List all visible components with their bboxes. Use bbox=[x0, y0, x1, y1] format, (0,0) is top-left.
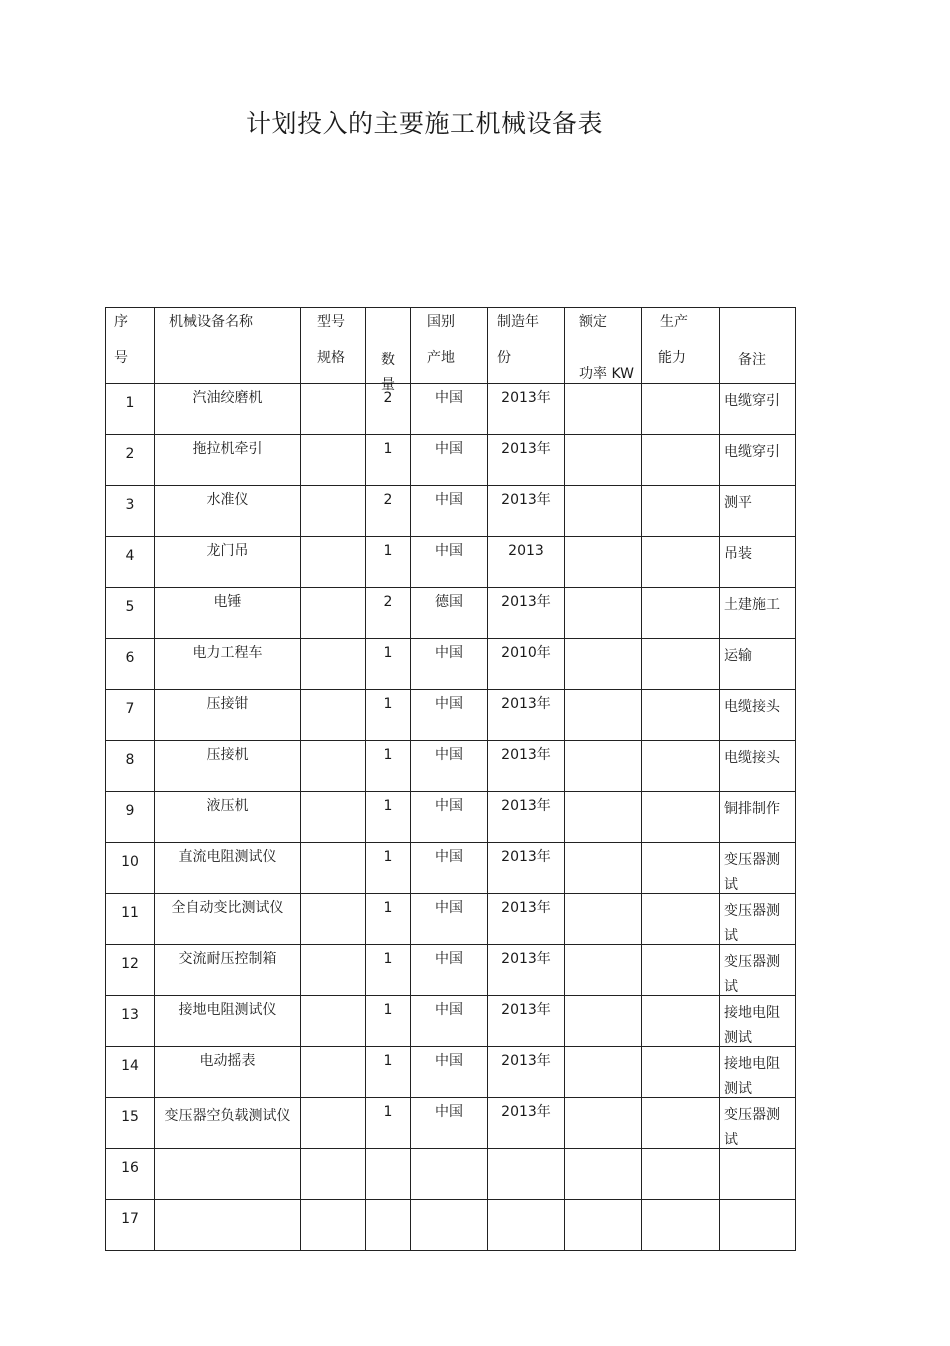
header-year-line1: 制造年 bbox=[497, 314, 539, 330]
remark: 土建施工 bbox=[724, 597, 780, 613]
cell-remark bbox=[720, 1149, 796, 1200]
cell-power bbox=[565, 792, 642, 843]
remark: 吊装 bbox=[724, 546, 752, 562]
cell-power bbox=[565, 1047, 642, 1098]
remark: 电缆接头 bbox=[724, 750, 780, 766]
equipment-origin: 中国 bbox=[435, 1002, 463, 1018]
cell-capacity bbox=[642, 1149, 720, 1200]
cell-origin bbox=[411, 537, 488, 588]
header-power-line2: 功率 KW bbox=[579, 366, 634, 382]
cell-model bbox=[301, 1149, 366, 1200]
cell-remark bbox=[720, 843, 796, 894]
cell-year bbox=[488, 1149, 565, 1200]
cell-capacity bbox=[642, 843, 720, 894]
cell-no bbox=[106, 537, 155, 588]
cell-year bbox=[488, 1047, 565, 1098]
row-number: 15 bbox=[121, 1109, 139, 1125]
equipment-qty: 1 bbox=[383, 900, 393, 916]
cell-power bbox=[565, 996, 642, 1047]
cell-capacity bbox=[642, 1200, 720, 1251]
cell-no bbox=[106, 486, 155, 537]
cell-remark bbox=[720, 792, 796, 843]
equipment-qty: 1 bbox=[383, 1053, 393, 1069]
header-origin-line2: 产地 bbox=[427, 350, 455, 366]
cell-name bbox=[155, 1200, 301, 1251]
equipment-qty: 2 bbox=[383, 594, 393, 610]
table-row bbox=[106, 1149, 796, 1200]
header-model bbox=[301, 308, 366, 384]
cell-qty bbox=[366, 741, 411, 792]
cell-power bbox=[565, 690, 642, 741]
table-row bbox=[106, 843, 796, 894]
cell-model bbox=[301, 894, 366, 945]
remark: 测平 bbox=[724, 495, 752, 511]
row-number: 6 bbox=[125, 650, 135, 666]
equipment-origin: 中国 bbox=[435, 645, 463, 661]
equipment-origin: 中国 bbox=[435, 543, 463, 559]
header-origin-line1: 国别 bbox=[427, 314, 455, 330]
table-row bbox=[106, 639, 796, 690]
cell-capacity bbox=[642, 639, 720, 690]
cell-origin bbox=[411, 1149, 488, 1200]
header-seq-line1: 序 bbox=[114, 314, 128, 330]
cell-year bbox=[488, 741, 565, 792]
cell-model bbox=[301, 435, 366, 486]
cell-year bbox=[488, 792, 565, 843]
remark: 铜排制作 bbox=[724, 801, 780, 817]
header-power-line1: 额定 bbox=[579, 314, 607, 330]
manufacture-year: 2013年 bbox=[501, 951, 551, 967]
cell-capacity bbox=[642, 384, 720, 435]
remark: 电缆接头 bbox=[724, 699, 780, 715]
cell-model bbox=[301, 945, 366, 996]
table-row bbox=[106, 690, 796, 741]
equipment-name: 电力工程车 bbox=[192, 645, 263, 661]
table-row bbox=[106, 894, 796, 945]
cell-model bbox=[301, 996, 366, 1047]
manufacture-year: 2013年 bbox=[501, 594, 551, 610]
remark: 接地电阻测试 bbox=[724, 1005, 780, 1046]
table-row bbox=[106, 945, 796, 996]
cell-no bbox=[106, 384, 155, 435]
manufacture-year: 2013年 bbox=[501, 1002, 551, 1018]
cell-no bbox=[106, 945, 155, 996]
header-qty bbox=[366, 308, 411, 393]
equipment-origin: 中国 bbox=[435, 441, 463, 457]
equipment-qty: 1 bbox=[383, 798, 393, 814]
header-qty-line2: 量 bbox=[381, 377, 395, 393]
manufacture-year: 2013年 bbox=[501, 1053, 551, 1069]
equipment-origin: 中国 bbox=[435, 390, 463, 406]
cell-model bbox=[301, 384, 366, 435]
header-power bbox=[565, 308, 642, 384]
remark: 电缆穿引 bbox=[724, 393, 780, 409]
header-year-line2: 份 bbox=[497, 350, 511, 366]
equipment-origin: 中国 bbox=[435, 849, 463, 865]
row-number: 8 bbox=[125, 752, 135, 768]
row-number: 16 bbox=[121, 1160, 139, 1176]
cell-year bbox=[488, 384, 565, 435]
equipment-name: 液压机 bbox=[206, 798, 249, 814]
cell-no bbox=[106, 639, 155, 690]
table-row bbox=[106, 588, 796, 639]
equipment-origin: 中国 bbox=[435, 798, 463, 814]
row-number: 13 bbox=[121, 1007, 139, 1023]
cell-no bbox=[106, 996, 155, 1047]
manufacture-year: 2010年 bbox=[501, 645, 551, 661]
manufacture-year: 2013年 bbox=[501, 441, 551, 457]
table-row bbox=[106, 1098, 796, 1149]
equipment-name: 电动摇表 bbox=[199, 1053, 256, 1069]
cell-model bbox=[301, 1200, 366, 1251]
row-number: 9 bbox=[125, 803, 135, 819]
cell-qty bbox=[366, 435, 411, 486]
equipment-qty: 1 bbox=[383, 441, 393, 457]
cell-qty bbox=[366, 537, 411, 588]
equipment-name: 水准仪 bbox=[206, 492, 249, 508]
cell-qty bbox=[366, 690, 411, 741]
cell-remark bbox=[720, 537, 796, 588]
cell-name bbox=[155, 690, 301, 741]
cell-no bbox=[106, 1047, 155, 1098]
equipment-name: 交流耐压控制箱 bbox=[178, 951, 277, 967]
row-number: 7 bbox=[125, 701, 135, 717]
remark: 接地电阻测试 bbox=[724, 1056, 780, 1097]
cell-remark bbox=[720, 1200, 796, 1251]
equipment-qty: 1 bbox=[383, 543, 393, 559]
cell-capacity bbox=[642, 588, 720, 639]
equipment-name: 拖拉机牵引 bbox=[192, 441, 263, 457]
cell-no bbox=[106, 1098, 155, 1149]
cell-qty bbox=[366, 1047, 411, 1098]
remark: 变压器测试 bbox=[724, 1107, 780, 1148]
cell-no bbox=[106, 1149, 155, 1200]
cell-no bbox=[106, 1200, 155, 1251]
equipment-table bbox=[105, 307, 796, 1251]
cell-year bbox=[488, 435, 565, 486]
cell-qty bbox=[366, 945, 411, 996]
cell-remark bbox=[720, 741, 796, 792]
equipment-origin: 中国 bbox=[435, 900, 463, 916]
table-header-row bbox=[106, 308, 796, 384]
cell-year bbox=[488, 945, 565, 996]
equipment-qty: 1 bbox=[383, 1104, 393, 1120]
cell-qty bbox=[366, 792, 411, 843]
cell-qty bbox=[366, 894, 411, 945]
remark: 变压器测试 bbox=[724, 954, 780, 995]
manufacture-year: 2013 bbox=[508, 543, 544, 559]
equipment-qty: 1 bbox=[383, 1002, 393, 1018]
table-row bbox=[106, 1047, 796, 1098]
cell-origin bbox=[411, 435, 488, 486]
equipment-name: 压接钳 bbox=[206, 696, 249, 712]
cell-name bbox=[155, 1098, 301, 1149]
manufacture-year: 2013年 bbox=[501, 390, 551, 406]
manufacture-year: 2013年 bbox=[501, 849, 551, 865]
cell-model bbox=[301, 792, 366, 843]
cell-remark bbox=[720, 486, 796, 537]
equipment-qty: 1 bbox=[383, 696, 393, 712]
cell-year bbox=[488, 486, 565, 537]
cell-remark bbox=[720, 435, 796, 486]
row-number: 14 bbox=[121, 1058, 139, 1074]
cell-year bbox=[488, 1098, 565, 1149]
cell-capacity bbox=[642, 435, 720, 486]
cell-no bbox=[106, 843, 155, 894]
cell-remark bbox=[720, 588, 796, 639]
cell-power bbox=[565, 741, 642, 792]
header-name bbox=[155, 308, 301, 384]
cell-power bbox=[565, 1098, 642, 1149]
cell-remark bbox=[720, 639, 796, 690]
table-row bbox=[106, 486, 796, 537]
table-row bbox=[106, 792, 796, 843]
cell-no bbox=[106, 792, 155, 843]
remark: 变压器测试 bbox=[724, 852, 780, 893]
cell-power bbox=[565, 1149, 642, 1200]
cell-year bbox=[488, 996, 565, 1047]
cell-qty bbox=[366, 384, 411, 435]
cell-power bbox=[565, 435, 642, 486]
row-number: 12 bbox=[121, 956, 139, 972]
cell-name bbox=[155, 435, 301, 486]
remark: 运输 bbox=[724, 648, 752, 664]
row-number: 2 bbox=[125, 446, 135, 462]
cell-no bbox=[106, 894, 155, 945]
cell-remark bbox=[720, 690, 796, 741]
cell-model bbox=[301, 843, 366, 894]
cell-origin bbox=[411, 384, 488, 435]
cell-name bbox=[155, 996, 301, 1047]
header-qty-line1: 数 bbox=[381, 352, 395, 368]
header-capacity-line2: 能力 bbox=[658, 350, 686, 366]
equipment-name: 全自动变比测试仪 bbox=[171, 900, 284, 916]
row-number: 5 bbox=[125, 599, 135, 615]
manufacture-year: 2013年 bbox=[501, 696, 551, 712]
equipment-name: 电锤 bbox=[213, 594, 242, 610]
cell-model bbox=[301, 639, 366, 690]
equipment-name: 变压器空负载测试仪 bbox=[164, 1108, 291, 1124]
manufacture-year: 2013年 bbox=[501, 747, 551, 763]
cell-qty bbox=[366, 588, 411, 639]
cell-origin bbox=[411, 486, 488, 537]
equipment-qty: 1 bbox=[383, 951, 393, 967]
cell-power bbox=[565, 1200, 642, 1251]
cell-name bbox=[155, 843, 301, 894]
cell-qty bbox=[366, 639, 411, 690]
remark: 变压器测试 bbox=[724, 903, 780, 944]
header-remark-label: 备注 bbox=[738, 352, 766, 368]
remark: 电缆穿引 bbox=[724, 444, 780, 460]
cell-power bbox=[565, 894, 642, 945]
cell-name bbox=[155, 537, 301, 588]
cell-power bbox=[565, 537, 642, 588]
equipment-qty: 1 bbox=[383, 645, 393, 661]
cell-model bbox=[301, 588, 366, 639]
equipment-qty: 2 bbox=[383, 492, 393, 508]
equipment-origin: 中国 bbox=[435, 492, 463, 508]
cell-capacity bbox=[642, 1098, 720, 1149]
page-title: 计划投入的主要施工机械设备表 bbox=[246, 109, 604, 138]
header-model-line1: 型号 bbox=[317, 314, 345, 330]
cell-power bbox=[565, 486, 642, 537]
cell-remark bbox=[720, 894, 796, 945]
cell-year bbox=[488, 894, 565, 945]
header-seq-line2: 号 bbox=[114, 350, 128, 366]
cell-name bbox=[155, 1149, 301, 1200]
cell-origin bbox=[411, 996, 488, 1047]
cell-capacity bbox=[642, 792, 720, 843]
cell-origin bbox=[411, 843, 488, 894]
cell-year bbox=[488, 690, 565, 741]
equipment-origin: 中国 bbox=[435, 696, 463, 712]
cell-qty bbox=[366, 486, 411, 537]
cell-power bbox=[565, 639, 642, 690]
cell-name bbox=[155, 486, 301, 537]
equipment-origin: 中国 bbox=[435, 1104, 463, 1120]
row-number: 1 bbox=[125, 395, 135, 411]
cell-origin bbox=[411, 1047, 488, 1098]
equipment-name: 接地电阻测试仪 bbox=[178, 1002, 277, 1018]
equipment-origin: 中国 bbox=[435, 951, 463, 967]
table-row bbox=[106, 1200, 796, 1251]
cell-qty bbox=[366, 843, 411, 894]
equipment-origin: 德国 bbox=[435, 594, 463, 610]
equipment-qty: 1 bbox=[383, 747, 393, 763]
table-row bbox=[106, 741, 796, 792]
equipment-name: 龙门吊 bbox=[206, 543, 249, 559]
cell-capacity bbox=[642, 690, 720, 741]
cell-no bbox=[106, 741, 155, 792]
row-number: 4 bbox=[125, 548, 135, 564]
equipment-origin: 中国 bbox=[435, 1053, 463, 1069]
cell-name bbox=[155, 384, 301, 435]
header-name-label: 机械设备名称 bbox=[169, 314, 253, 330]
table-row bbox=[106, 435, 796, 486]
cell-name bbox=[155, 741, 301, 792]
cell-no bbox=[106, 435, 155, 486]
manufacture-year: 2013年 bbox=[501, 492, 551, 508]
equipment-qty: 1 bbox=[383, 849, 393, 865]
cell-origin bbox=[411, 1098, 488, 1149]
equipment-qty: 2 bbox=[383, 390, 393, 406]
cell-no bbox=[106, 690, 155, 741]
header-capacity-line1: 生产 bbox=[660, 314, 688, 330]
cell-qty bbox=[366, 1098, 411, 1149]
cell-power bbox=[565, 384, 642, 435]
cell-name bbox=[155, 639, 301, 690]
cell-remark bbox=[720, 1098, 796, 1149]
cell-model bbox=[301, 486, 366, 537]
cell-origin bbox=[411, 945, 488, 996]
row-number: 17 bbox=[121, 1211, 139, 1227]
cell-name bbox=[155, 588, 301, 639]
cell-model bbox=[301, 741, 366, 792]
cell-capacity bbox=[642, 894, 720, 945]
cell-name bbox=[155, 1047, 301, 1098]
cell-model bbox=[301, 1047, 366, 1098]
cell-capacity bbox=[642, 537, 720, 588]
cell-origin bbox=[411, 792, 488, 843]
header-model-line2: 规格 bbox=[317, 350, 345, 366]
cell-year bbox=[488, 537, 565, 588]
cell-qty bbox=[366, 996, 411, 1047]
manufacture-year: 2013年 bbox=[501, 1104, 551, 1120]
cell-model bbox=[301, 690, 366, 741]
cell-capacity bbox=[642, 945, 720, 996]
cell-capacity bbox=[642, 996, 720, 1047]
manufacture-year: 2013年 bbox=[501, 798, 551, 814]
cell-year bbox=[488, 1200, 565, 1251]
manufacture-year: 2013年 bbox=[501, 900, 551, 916]
equipment-origin: 中国 bbox=[435, 747, 463, 763]
cell-name bbox=[155, 894, 301, 945]
table-row bbox=[106, 537, 796, 588]
equipment-name: 汽油绞磨机 bbox=[192, 390, 263, 406]
table-row bbox=[106, 384, 796, 435]
cell-capacity bbox=[642, 741, 720, 792]
cell-capacity bbox=[642, 1047, 720, 1098]
header-capacity bbox=[642, 308, 720, 384]
cell-origin bbox=[411, 894, 488, 945]
header-origin bbox=[411, 308, 488, 384]
cell-model bbox=[301, 1098, 366, 1149]
cell-year bbox=[488, 843, 565, 894]
row-number: 10 bbox=[121, 854, 139, 870]
cell-power bbox=[565, 843, 642, 894]
cell-year bbox=[488, 588, 565, 639]
cell-power bbox=[565, 945, 642, 996]
cell-origin bbox=[411, 1200, 488, 1251]
table-row bbox=[106, 996, 796, 1047]
header-remark bbox=[720, 308, 796, 384]
row-number: 11 bbox=[121, 905, 139, 921]
header-year bbox=[488, 308, 565, 384]
cell-power bbox=[565, 588, 642, 639]
cell-name bbox=[155, 945, 301, 996]
cell-remark bbox=[720, 1047, 796, 1098]
cell-qty bbox=[366, 1149, 411, 1200]
header-seq bbox=[106, 308, 155, 384]
cell-origin bbox=[411, 588, 488, 639]
cell-origin bbox=[411, 639, 488, 690]
cell-remark bbox=[720, 384, 796, 435]
cell-origin bbox=[411, 741, 488, 792]
cell-year bbox=[488, 639, 565, 690]
row-number: 3 bbox=[125, 497, 135, 513]
cell-remark bbox=[720, 945, 796, 996]
cell-origin bbox=[411, 690, 488, 741]
cell-model bbox=[301, 537, 366, 588]
cell-remark bbox=[720, 996, 796, 1047]
cell-qty bbox=[366, 1200, 411, 1251]
cell-name bbox=[155, 792, 301, 843]
equipment-name: 压接机 bbox=[206, 747, 249, 763]
cell-no bbox=[106, 588, 155, 639]
cell-capacity bbox=[642, 486, 720, 537]
equipment-name: 直流电阻测试仪 bbox=[178, 849, 277, 865]
